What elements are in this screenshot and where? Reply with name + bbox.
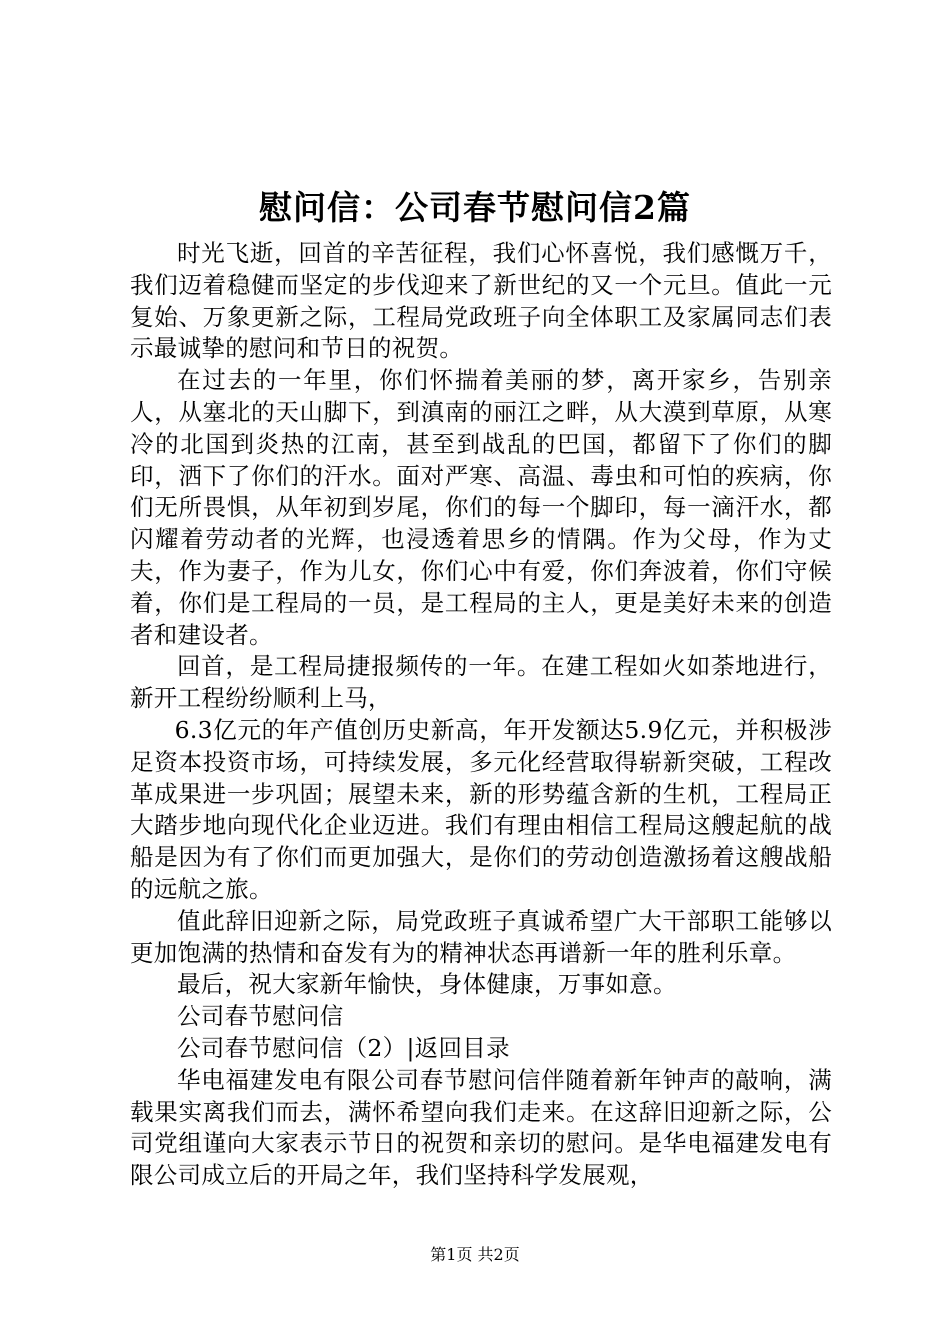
paragraph-achievements-intro: 回首，是工程局捷报频传的一年。在建工程如火如荼地进行，新开工程纷纷顺利上马， <box>130 652 832 713</box>
document-title: 慰问信：公司春节慰问信2篇 <box>259 188 691 227</box>
paragraph-past-year: 在过去的一年里，你们怀揣着美丽的梦，离开家乡，告别亲人，从塞北的天山脚下，到滇南的丽江之畔，从大漠到草原，从寒冷的北国到炎热的江南，甚至到战乱的巴国，都留下了你们的脚印，洒下了你们的汗水。面对严寒、高温、毒虫和可怕的疾病，你们无所畏惧，从年初到岁尾，你们的每一个脚印，每一滴汗水，都闪耀着劳动者的光辉，也浸透着思乡的情隅。作为父母，作为丈夫，作为妻子，作为儿女，你们心中有爱，你们奔波着，你们守候着，你们是工程局的一员，是工程局的主人，更是美好未来的创造者和建设者。 <box>130 366 832 649</box>
paragraph-achievements: 6.3亿元的年产值创历史新高，年开发额达5.9亿元，并积极涉足资本投资市场，可持续发展，多元化经营取得崭新突破，工程改革成果进一步巩固；展望未来，新的形势蕴含新的生机，工程局正大踏步地向现代化企业迈进。我们有理由相信工程局这艘起航的战船是因为有了你们而更加强大，是你们的劳动创造激扬着这艘战船的远航之旅。 <box>130 715 832 903</box>
section-heading-2: 公司春节慰问信（2）|返回目录 <box>177 1033 510 1062</box>
paragraph-hope: 值此辞旧迎新之际，局党政班子真诚希望广大干部职工能够以更加饱满的热情和奋发有为的精神状态再谱新一年的胜利乐章。 <box>130 906 832 967</box>
paragraph-second-letter: 华电福建发电有限公司春节慰问信伴随着新年钟声的敲响，满载果实离我们而去，满怀希望向我们走来。在这辞旧迎新之际，公司党组谨向大家表示节日的祝贺和亲切的慰问。是华电福建发电有限公司成立后的开局之年，我们坚持科学发展观， <box>130 1065 832 1190</box>
page-footer: 第1页 共2页 <box>430 1245 520 1264</box>
section-label: 公司春节慰问信 <box>177 1002 344 1031</box>
paragraph-closing: 最后，祝大家新年愉快，身体健康，万事如意。 <box>177 970 677 999</box>
paragraph-new-year-greeting: 时光飞逝，回首的辛苦征程，我们心怀喜悦，我们感慨万千，我们迈着稳健而坚定的步伐迎来了新世纪的又一个元旦。值此一元复始、万象更新之际，工程局党政班子向全体职工及家属同志们表示最诚挚的慰问和节日的祝贺。 <box>130 239 832 363</box>
document-body <box>130 238 832 1192</box>
